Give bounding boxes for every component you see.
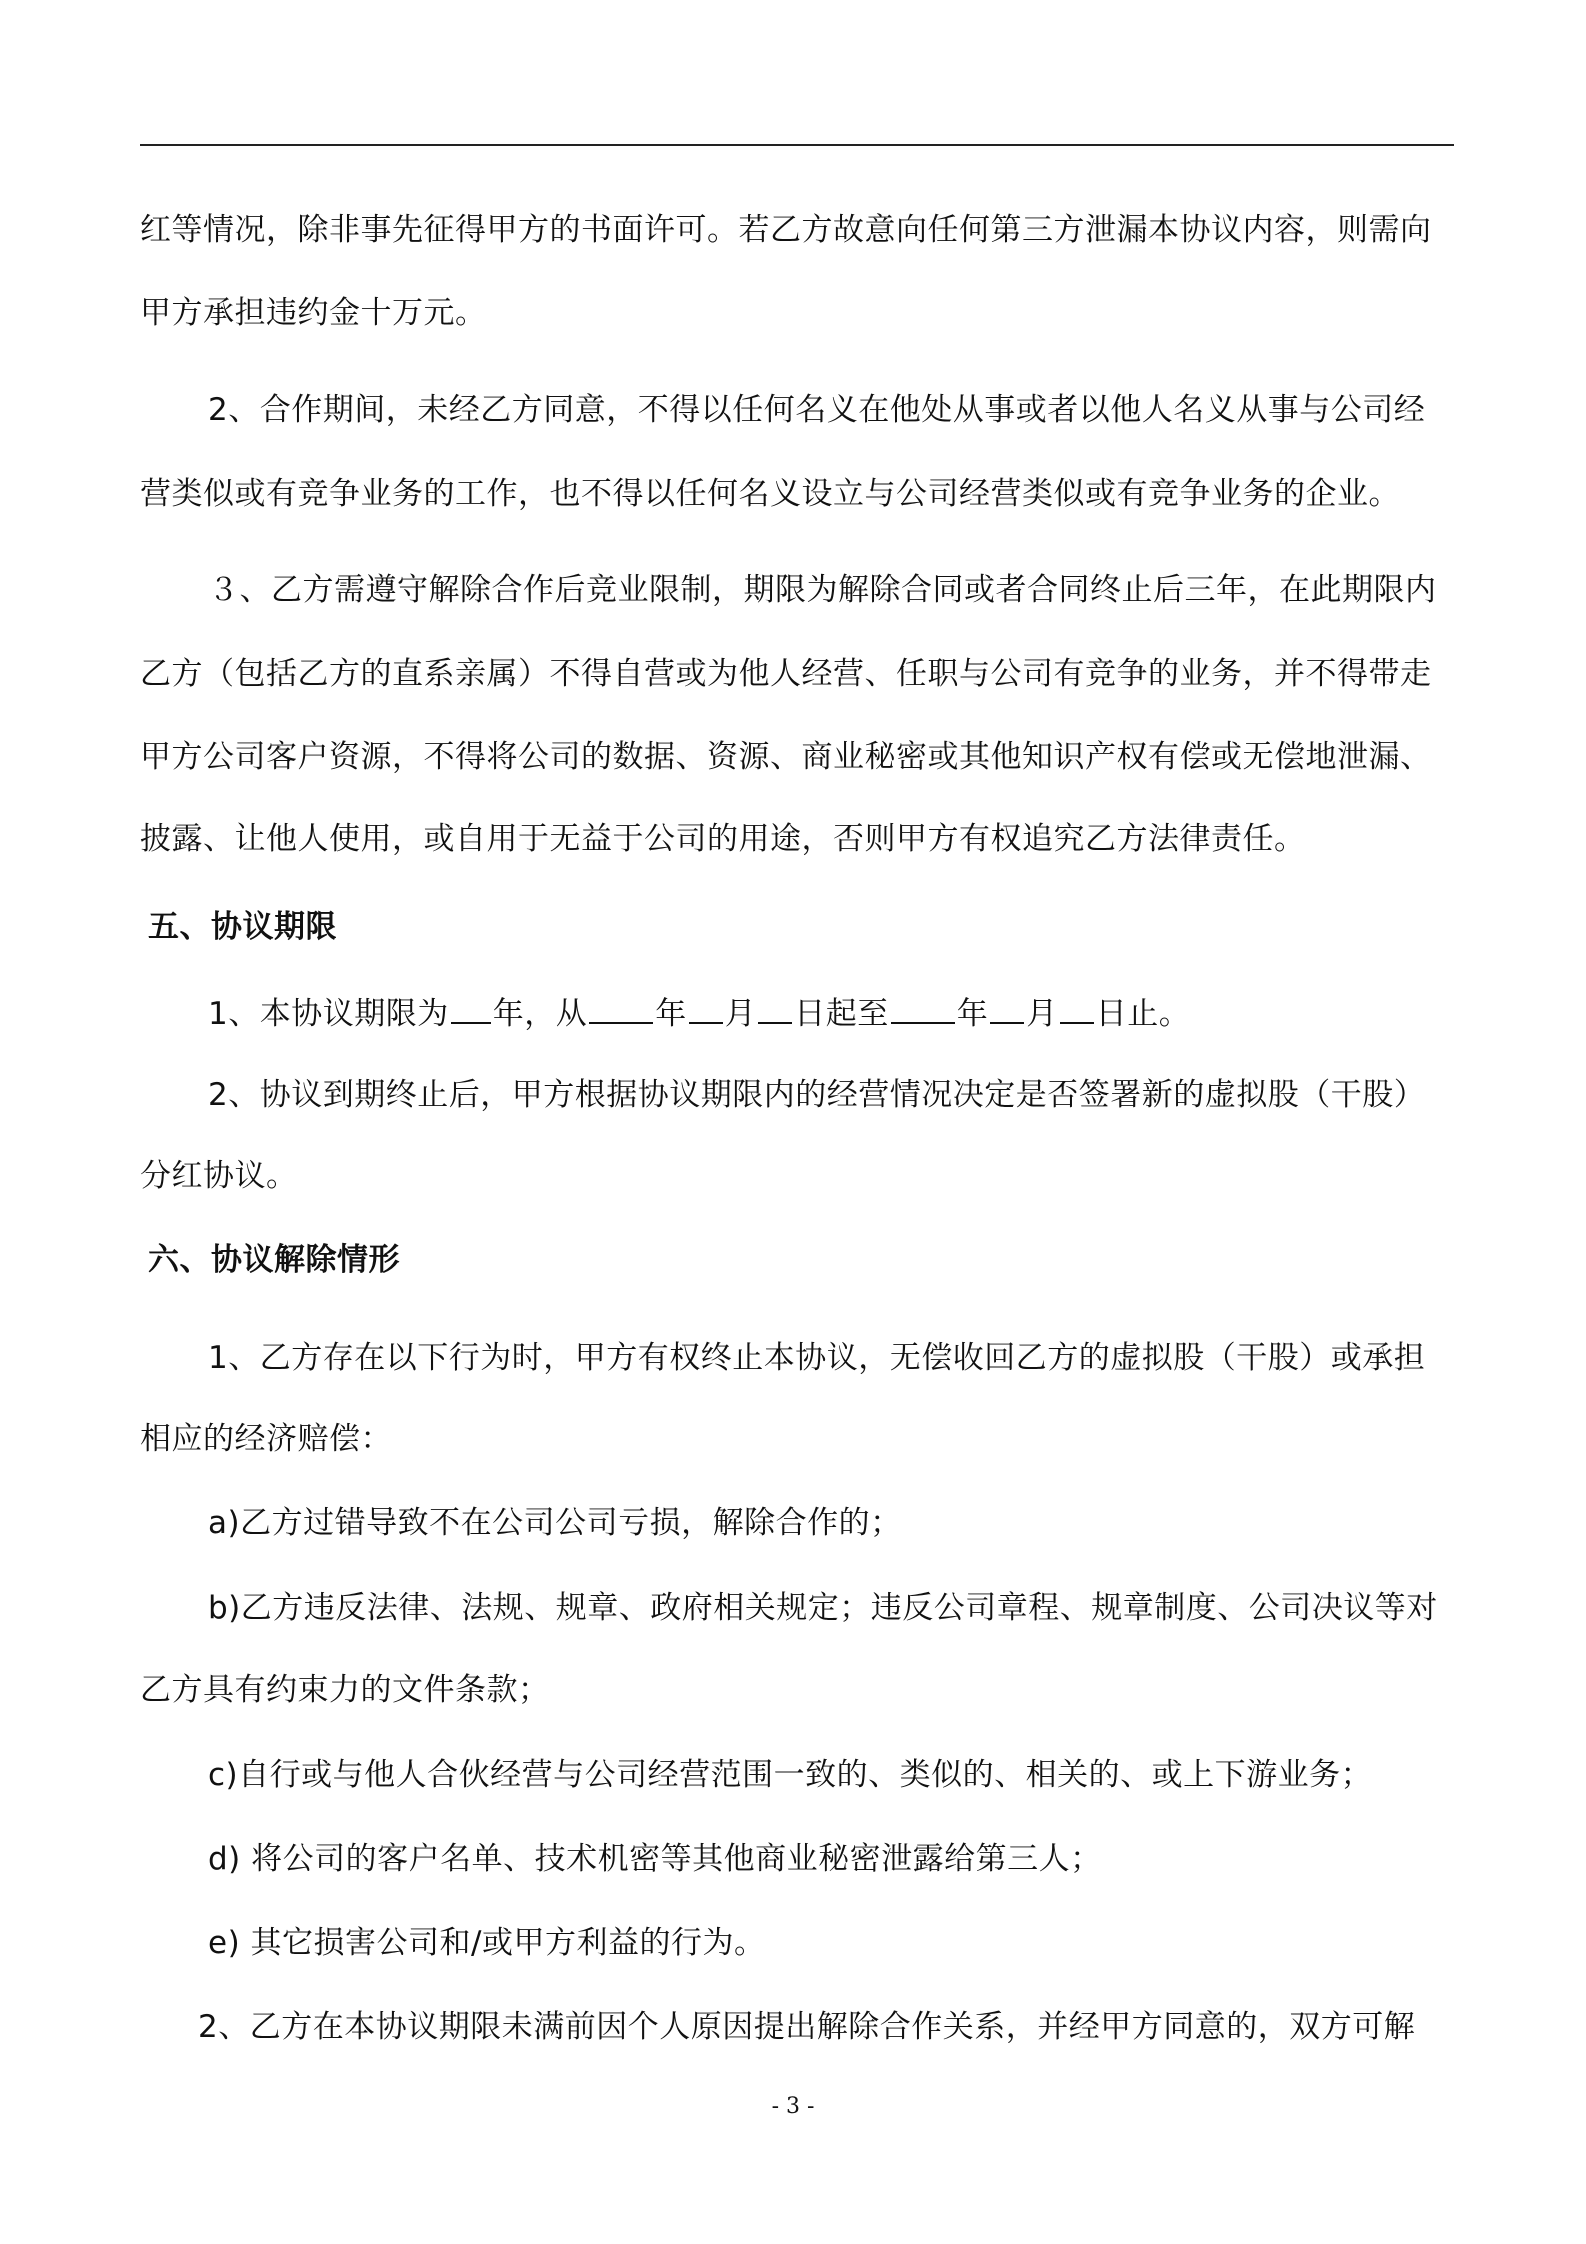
term-text: 年 xyxy=(956,996,989,1032)
term-text: 月 xyxy=(724,996,757,1032)
list-item: c)自行或与他人合伙经营与公司经营范围一致的、类似的、相关的、或上下游业务； xyxy=(208,1757,1373,1793)
paragraph-line: 相应的经济赔偿： xyxy=(140,1421,392,1457)
blank-years xyxy=(451,992,491,1024)
blank-start-day xyxy=(758,992,792,1024)
paragraph-line: 甲方承担违约金十万元。 xyxy=(140,295,487,331)
paragraph-line: 乙方具有约束力的文件条款； xyxy=(140,1672,550,1708)
term-fill-line xyxy=(208,992,1190,1034)
blank-end-day xyxy=(1060,992,1094,1024)
paragraph-line: 甲方公司客户资源，不得将公司的数据、资源、商业秘密或其他知识产权有偿或无偿地泄漏、 xyxy=(140,739,1432,775)
blank-end-month xyxy=(990,992,1024,1024)
paragraph-line: 2、协议到期终止后，甲方根据协议期限内的经营情况决定是否签署新的虚拟股（干股） xyxy=(208,1077,1426,1113)
list-item: d) 将公司的客户名单、技术机密等其他商业秘密泄露给第三人； xyxy=(208,1841,1102,1877)
paragraph-line: 2、合作期间，未经乙方同意，不得以任何名义在他处从事或者以他人名义从事与公司经 xyxy=(208,392,1426,428)
list-item: a)乙方过错导致不在公司公司亏损，解除合作的； xyxy=(208,1505,902,1541)
term-text: 日止。 xyxy=(1095,996,1191,1032)
term-prefix: 1、本协议期限为 xyxy=(208,996,449,1032)
blank-start-year xyxy=(589,992,653,1024)
list-item: e) 其它损害公司和/或甲方利益的行为。 xyxy=(208,1925,766,1961)
paragraph-line: 分红协议。 xyxy=(140,1158,298,1194)
section-heading-5: 五、协议期限 xyxy=(148,909,337,945)
header-rule xyxy=(140,144,1454,146)
list-item: b)乙方违反法律、法规、规章、政府相关规定；违反公司章程、规章制度、公司决议等对 xyxy=(208,1590,1438,1626)
term-text: 月 xyxy=(1026,996,1058,1032)
paragraph-line: ３、乙方需遵守解除合作后竞业限制，期限为解除合同或者合同终止后三年，在此期限内 xyxy=(208,572,1437,608)
page-number: - 3 - xyxy=(771,2094,815,2119)
section-heading-6: 六、协议解除情形 xyxy=(148,1242,400,1278)
blank-start-month xyxy=(689,992,723,1024)
paragraph-line: 2、乙方在本协议期限未满前因个人原因提出解除合作关系，并经甲方同意的，双方可解 xyxy=(198,2009,1416,2045)
paragraph-line: 红等情况，除非事先征得甲方的书面许可。若乙方故意向任何第三方泄漏本协议内容，则需向 xyxy=(140,212,1432,248)
paragraph-line: 1、乙方存在以下行为时，甲方有权终止本协议，无偿收回乙方的虚拟股（干股）或承担 xyxy=(208,1340,1426,1376)
term-text: 日起至 xyxy=(794,996,889,1032)
blank-end-year xyxy=(891,992,955,1024)
paragraph-line: 乙方（包括乙方的直系亲属）不得自营或为他人经营、任职与公司有竞争的业务，并不得带走 xyxy=(140,656,1432,692)
paragraph-line: 营类似或有竞争业务的工作，也不得以任何名义设立与公司经营类似或有竞争业务的企业。 xyxy=(140,476,1400,512)
term-text: 年 xyxy=(655,996,687,1032)
paragraph-line: 披露、让他人使用，或自用于无益于公司的用途，否则甲方有权追究乙方法律责任。 xyxy=(140,821,1306,857)
term-text: 年，从 xyxy=(492,996,588,1032)
